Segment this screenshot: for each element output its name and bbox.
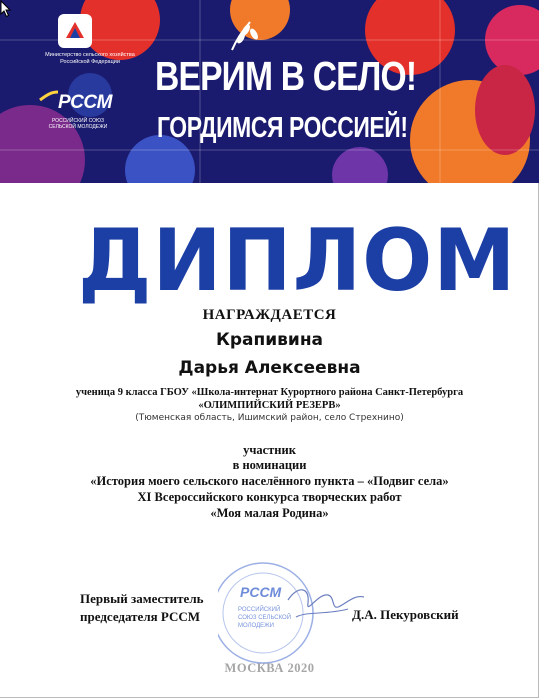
stamp-line-2: СОЮЗ СЕЛЬСКОЙ [238, 615, 292, 621]
rssm-logo-word: РССМ [58, 92, 112, 113]
contest-line-2: «Моя малая Родина» [210, 506, 329, 520]
contest-line-1: XI Всероссийского конкурса творческих работ [137, 490, 402, 504]
signature-scribble [288, 590, 364, 607]
recipient-surname: Крапивина [215, 330, 324, 350]
nomination-prefix: в номинации [232, 458, 307, 472]
school-line-1: ученица 9 класса ГБОУ «Школа-интернат Курортного района Санкт-Петербурга [75, 387, 464, 398]
signer-position-line-1: Первый заместитель [80, 591, 204, 606]
header-banner [0, 0, 539, 183]
nomination-title: «История моего сельского населённого пункта – «Подвиг села» [90, 474, 449, 488]
slogan-line-1: ВЕРИМ В СЕЛО! [155, 53, 417, 99]
ministry-label: Министерство сельского хозяйства Российской Федерации [45, 52, 135, 65]
city-year: МОСКВА 2020 [224, 661, 315, 675]
signer-position-line-2: председателя РССМ [80, 609, 201, 624]
stamp-line-3: МОЛОДЕЖИ [238, 623, 274, 629]
signer-name: Д.А. Пекуровский [352, 607, 459, 622]
signature-underline [296, 609, 348, 617]
role-text: участник [243, 443, 296, 457]
slogan-line-2: ГОРДИМСЯ РОССИЕЙ! [157, 112, 408, 144]
stamp-word: РССМ [240, 584, 282, 600]
stamp-line-1: РОССИЙСКИЙ [238, 607, 281, 613]
rssm-logo-subtitle: РОССИЙСКИЙ СОЮЗ СЕЛЬСКОЙ МОЛОДЕЖИ [48, 118, 108, 130]
awarded-label: НАГРАЖДАЕТСЯ [202, 307, 337, 323]
region-text: (Тюменская область, Ишимский район, село Стрехнино) [135, 413, 404, 423]
recipient-given-name: Дарья Алексеевна [178, 358, 361, 378]
rssm-stamp [218, 545, 368, 665]
school-line-2: «ОЛИМПИЙСКИЙ РЕЗЕРВ» [198, 400, 341, 411]
signer-position [80, 590, 204, 626]
mouse-pointer-icon [0, 0, 12, 18]
diploma-title: ДИПЛОМ [78, 211, 517, 311]
